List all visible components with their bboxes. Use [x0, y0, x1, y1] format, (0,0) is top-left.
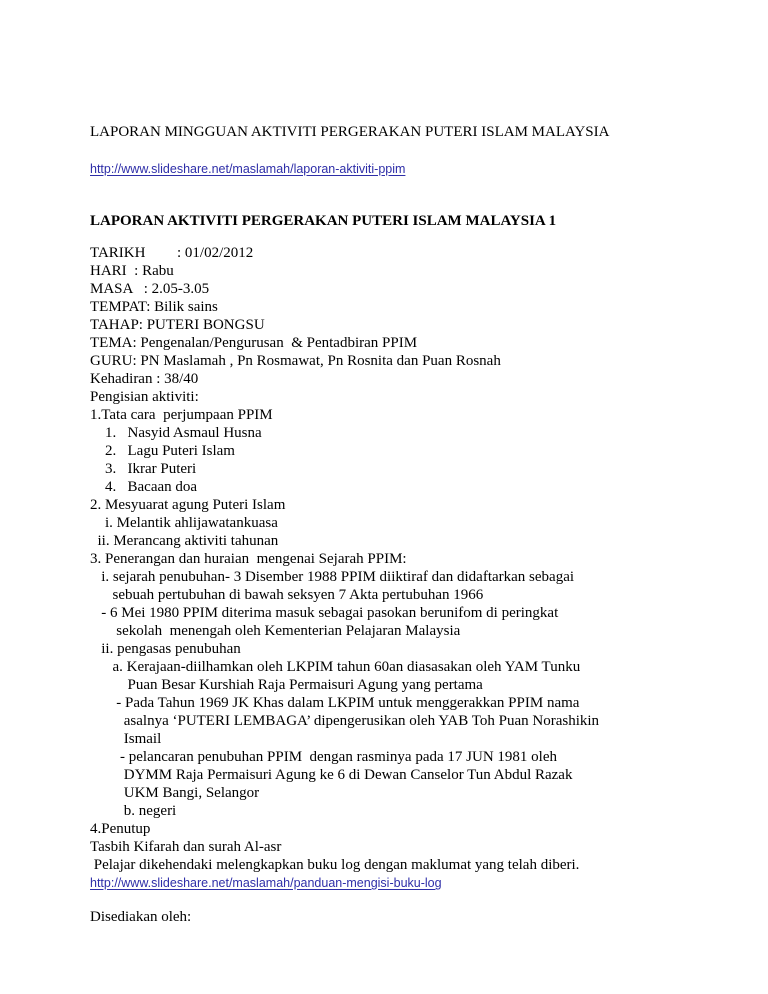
body-line: 4.Penutup	[90, 821, 151, 837]
disediakan-line: Disediakan oleh:	[90, 909, 192, 925]
body-line: - pelancaran penubuhan PPIM dengan rasminya pada 17 JUN 1981 oleh	[90, 749, 557, 765]
body-line: Tasbih Kifarah dan surah Al-asr	[90, 839, 282, 855]
kehadiran-line: Kehadiran : 38/40	[90, 371, 199, 387]
tarikh-value: : 01/02/2012	[177, 245, 254, 261]
body-line: - Pada Tahun 1969 JK Khas dalam LKPIM untuk menggerakkan PPIM nama	[90, 695, 580, 711]
body-line: - 6 Mei 1980 PPIM diterima masuk sebagai pasokan berunifom di peringkat	[90, 605, 559, 621]
body-line: UKM Bangi, Selangor	[90, 785, 260, 801]
body-line: 1. Nasyid Asmaul Husna	[90, 425, 262, 441]
body-line: a. Kerajaan-diilhamkan oleh LKPIM tahun 60an diasasakan oleh YAM Tunku	[90, 659, 581, 675]
body-line: 2. Lagu Puteri Islam	[90, 443, 235, 459]
report-link[interactable]: http://www.slideshare.net/maslamah/laporan-aktiviti-ppim	[90, 162, 406, 176]
body-line: i. Melantik ahlijawatankuasa	[90, 515, 278, 531]
report-heading: LAPORAN AKTIVITI PERGERAKAN PUTERI ISLAM MALAYSIA 1	[90, 213, 557, 229]
document-title: LAPORAN MINGGUAN AKTIVITI PERGERAKAN PUTERI ISLAM MALAYSIA	[90, 124, 610, 140]
masa-line: MASA : 2.05-3.05	[90, 281, 210, 297]
tema-line: TEMA: Pengenalan/Pengurusan & Pentadbiran PPIM	[90, 335, 418, 351]
body-line: asalnya ‘PUTERI LEMBAGA’ dipengerusikan oleh YAB Toh Puan Norashikin	[90, 713, 600, 729]
tahap-line: TAHAP: PUTERI BONGSU	[90, 317, 265, 333]
body-line: DYMM Raja Permaisuri Agung ke 6 di Dewan Canselor Tun Abdul Razak	[90, 767, 573, 783]
body-line: ii. Merancang aktiviti tahunan	[90, 533, 279, 549]
body-line: Pelajar dikehendaki melengkapkan buku log dengan maklumat yang telah diberi.	[90, 857, 580, 873]
body-line: 1.Tata cara perjumpaan PPIM	[90, 407, 273, 423]
body-line: sebuah pertubuhan di bawah seksyen 7 Akta pertubuhan 1966	[90, 587, 484, 603]
body-line: 3. Ikrar Puteri	[90, 461, 197, 477]
body-line: sekolah menengah oleh Kementerian Pelajaran Malaysia	[90, 623, 461, 639]
body-line: 3. Penerangan dan huraian mengenai Sejarah PPIM:	[90, 551, 407, 567]
body-line: 4. Bacaan doa	[90, 479, 198, 495]
tarikh-row	[90, 244, 253, 262]
pengisian-line: Pengisian aktiviti:	[90, 389, 199, 405]
tarikh-label: TARIKH	[90, 245, 146, 261]
body-line: Ismail	[90, 731, 162, 747]
guru-line: GURU: PN Maslamah , Pn Rosmawat, Pn Rosnita dan Puan Rosnah	[90, 353, 501, 369]
tempat-line: TEMPAT: Bilik sains	[90, 299, 218, 315]
body-line: 2. Mesyuarat agung Puteri Islam	[90, 497, 286, 513]
body-line: Puan Besar Kurshiah Raja Permaisuri Agung yang pertama	[90, 677, 483, 693]
body-line: b. negeri	[90, 803, 177, 819]
body-line: ii. pengasas penubuhan	[90, 641, 241, 657]
hari-line: HARI : Rabu	[90, 263, 174, 279]
body-line: i. sejarah penubuhan- 3 Disember 1988 PPIM diiktiraf dan didaftarkan sebagai	[90, 569, 575, 585]
buku-log-link[interactable]: http://www.slideshare.net/maslamah/panduan-mengisi-buku-log	[90, 876, 442, 890]
